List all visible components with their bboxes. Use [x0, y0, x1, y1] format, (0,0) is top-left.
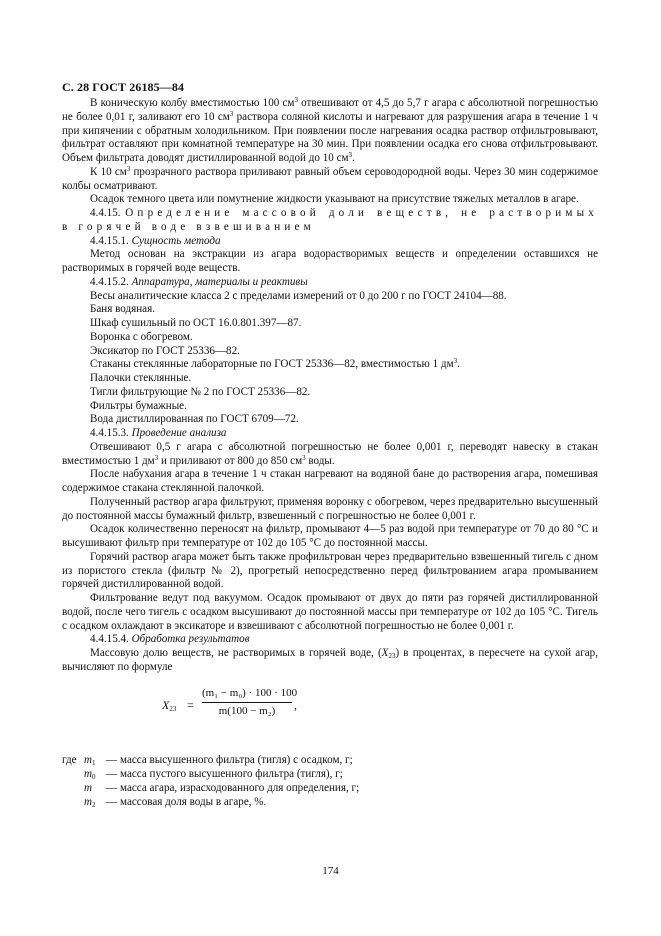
paragraph: Отвешивают 0,5 г агара с абсолютной погрешностью не более 0,001 г, переводят навеску в стакан вместимостью 1 $дм^3$ и приливают от 800 до 850 $см^3$ воды.	[62, 440, 598, 467]
formula-numerator: (m₁ − m₀) · 100 · 100	[202, 687, 292, 704]
paragraph: К 10 $см^3$ прозрачного раствора приливают равный объем сероводородной воды. Через 30 мин содержимое колбы осматривают.	[62, 164, 598, 192]
document-body	[62, 97, 598, 809]
paragraph: После набухания агара в течение 1 ч стакан нагревают на водяной бане до растворения агара, помешивая содержимое стакана стеклянной палочкой.	[62, 468, 598, 494]
formula-denominator: m(100 − m₂)	[218, 705, 276, 718]
subsection-heading: 4.4.15.2. Аппаратура, материалы и реактивы	[90, 275, 308, 288]
equipment-item: Шкаф сушильный по ОСТ 16.0.801.397—87.	[90, 317, 302, 329]
page-number: 174	[322, 865, 339, 877]
equipment-item: Вода дистиллированная по ГОСТ 6709—72.	[90, 413, 299, 426]
paragraph: Фильтрование ведут под вакуумом. Осадок промывают от двух до пяти раз горячей дистиллированной водой, после чего тигель с осадком высушивают до постоянной массы при температуре от 102 до 105 °С. Тигель с осадком охлаждают в эксикаторе и взвешивают с абсолютной погрешностью не более 0,001 г.	[62, 592, 598, 632]
formula-fraction	[202, 686, 298, 720]
variable-legend	[62, 753, 598, 809]
formula-lhs: $X_{23}$	[162, 697, 177, 713]
subsection-heading: 4.4.15.1. Сущность метода	[90, 234, 221, 247]
legend-row: $m_0$ — масса пустого высушенного фильтра (тигля), г;	[84, 767, 343, 781]
subsection-heading: 4.4.15.3. Проведение анализа	[90, 427, 227, 439]
legend-row: $m_2$ — массовая доля воды в агаре, %.	[84, 795, 267, 809]
section-heading: 4.4.15. Определение массовой доли веществ, не растворимых в горячей воде взвешиванием	[62, 207, 598, 233]
legend-row: где $m_1$ — масса высушенного фильтра (тигля) с осадком, г;	[62, 753, 353, 767]
formula-comma: ,	[294, 697, 297, 712]
equipment-item: Стаканы стеклянные лабораторные по ГОСТ 25336—82, вместимостью 1 $дм^3$.	[90, 357, 460, 371]
paragraph: Осадок количественно переносят на фильтр, промывают 4—5 раз водой при температуре от 70 до 80 °С и высушивают фильтр при температуре от 102 до 105 °С до постоянной массы.	[62, 523, 598, 549]
equipment-item: Эксикатор по ГОСТ 25336—82.	[90, 344, 240, 357]
paragraph: В коническую колбу вместимостью 100 $см^3$ отвешивают от 4,5 до 5,7 г агара с абсолютной погрешностью не более 0,01 г, заливают его 10 $см^3$ раствора соляной кислоты и нагревают для разрушения агара в течение 1 ч при кипячении с обратным холодильником. При появлении после нагревания осадка раствор отфильтровывают, фильтрат оставляют при комнатной температуре на 30 мин. При появлении осадка его снова отфильтровывают. Объем фильтрата доводят дистиллированной водой до 10 $см^3$.	[62, 96, 598, 164]
formula-equals: =	[187, 697, 194, 712]
paragraph: Массовую долю веществ, не растворимых в горячей воде, $(X_{23})$ в процентах, в пересчете на сухой агар, вычисляют по формуле	[62, 647, 598, 673]
equipment-item: Тигли фильтрующие № 2 по ГОСТ 25336—82.	[90, 385, 311, 398]
paragraph: Метод основан на экстракции из агара водорастворимых веществ и определении оставшихся не растворимых в горячей воде веществ.	[62, 248, 598, 274]
equipment-item: Фильтры бумажные.	[90, 399, 187, 412]
subsection-heading: 4.4.15.4. Обработка результатов	[90, 633, 250, 646]
paragraph: Осадок темного цвета или помутнение жидкости указывают на присутствие тяжелых металлов в агаре.	[90, 193, 579, 206]
equipment-item: Воронка с обогревом.	[90, 330, 193, 343]
paragraph: Горячий раствор агара может быть также профильтрован через предварительно взвешенный тигель с дном из пористого стекла (фильтр № 2), прогретый непосредственно перед фильтрованием агара промыванием горячей дистиллированной водой.	[62, 550, 598, 591]
legend-row: m — масса агара, израсходованного для определения, г;	[84, 781, 360, 794]
paragraph: Полученный раствор агара фильтруют, применяя воронку с обогревом, через предварительно высушенный до постоянной массы бумажный фильтр, взвешенный с погрешностью не более 0,001 г.	[62, 495, 598, 522]
page-header: С. 28 ГОСТ 26185—84	[62, 80, 185, 94]
formula	[62, 679, 598, 747]
equipment-item: Палочки стеклянные.	[90, 372, 192, 384]
equipment-item: Баня водяная.	[90, 303, 155, 316]
equipment-item: Весы аналитические класса 2 с пределами измерений от 0 до 200 г по ГОСТ 24104—88.	[90, 289, 507, 302]
